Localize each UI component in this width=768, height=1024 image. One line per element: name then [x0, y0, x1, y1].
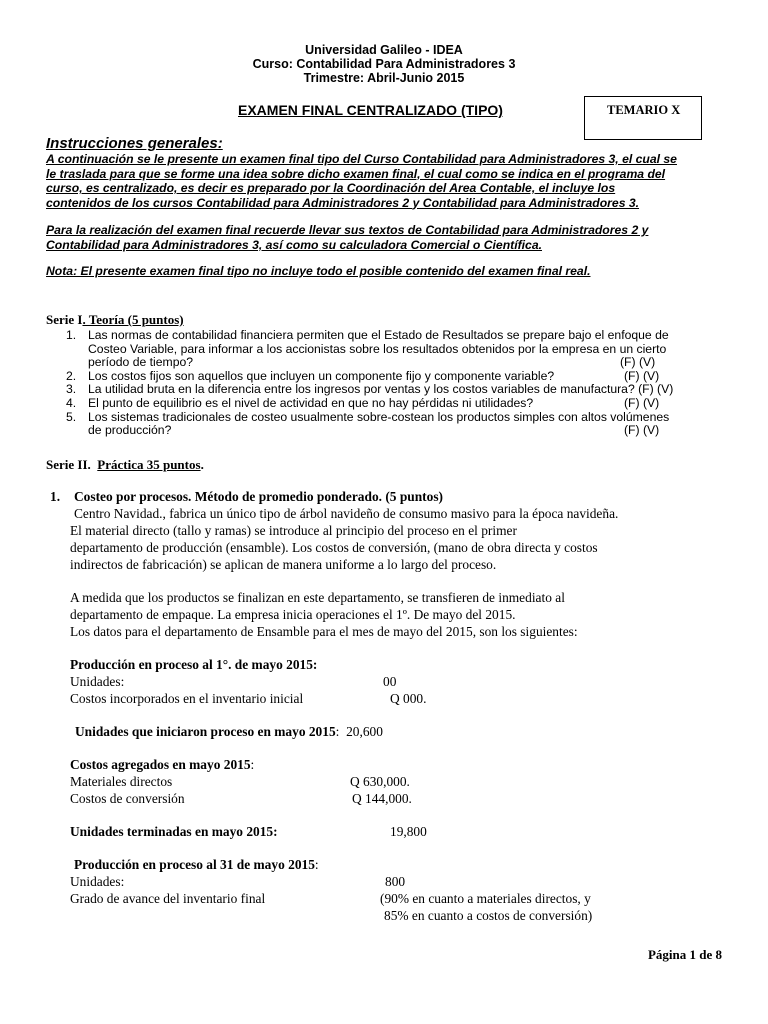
- problem-text-line: A medida que los productos se finalizan en este departamento, se transfieren de inmediato al: [70, 590, 565, 605]
- units-completed-value: 19,800: [390, 824, 427, 839]
- colon: :: [314, 857, 319, 872]
- problem-text-line: indirectos de fabricación) se aplican de manera uniforme a lo largo del proceso.: [70, 557, 497, 572]
- text-line: Contabilidad para Administradores 3, así como su calculadora Comercial o Científica.: [46, 237, 542, 252]
- question-number: 3.: [66, 382, 77, 397]
- ending-units-value: 800: [385, 874, 406, 889]
- beginning-units-label: Unidades:: [70, 674, 125, 689]
- serie-1-label: Serie I: [46, 312, 83, 327]
- instructions-paragraph-1: [46, 152, 736, 210]
- progress-line-2: 85% en cuanto a costos de conversión): [384, 908, 593, 923]
- question-line: [88, 424, 716, 438]
- units-started-row: [75, 724, 383, 740]
- ending-units-label: Unidades:: [70, 874, 125, 889]
- question-line: [88, 411, 716, 425]
- colon: :: [335, 724, 340, 739]
- materials-label: Materiales directos: [70, 774, 173, 789]
- temario-box: [584, 96, 702, 140]
- problem-text-line: departamento de producción (ensamble). Los costos de conversión, (mano de obra directa y costos: [70, 540, 598, 555]
- problem-text-line: Centro Navidad., fabrica un único tipo de árbol navideño de consumo masivo para la época navideña.: [74, 506, 619, 521]
- costs-added-heading: Costos agregados en mayo 2015: [70, 757, 251, 772]
- true-false-options: (F) (V): [624, 395, 660, 410]
- question-number: 5.: [66, 409, 77, 424]
- theory-questions-list: [66, 329, 716, 438]
- problem-1-number: 1.: [50, 489, 61, 504]
- theory-question: [66, 397, 716, 411]
- units-completed-label: Unidades terminadas en mayo 2015:: [70, 824, 278, 839]
- text-line: A continuación se le presente un examen final tipo del Curso Contabilidad para Administradores 3, el cual se: [46, 152, 677, 166]
- question-text: período de tiempo?: [88, 355, 194, 370]
- progress-line-1: (90% en cuanto a materiales directos, y: [380, 891, 591, 906]
- serie-1-heading: [46, 312, 184, 328]
- serie-2-heading: [46, 457, 204, 473]
- exam-title: EXAMEN FINAL CENTRALIZADO (TIPO): [238, 102, 503, 118]
- serie-2-suffix: .: [200, 457, 204, 472]
- theory-question: [66, 411, 716, 438]
- ending-inventory-heading-row: [74, 857, 319, 873]
- conversion-label: Costos de conversión: [70, 791, 185, 806]
- problem-text-line: Los datos para el departamento de Ensamble para el mes de mayo del 2015, son los siguientes:: [70, 624, 578, 639]
- beginning-cost-label: Costos incorporados en el inventario inicial: [70, 691, 304, 706]
- page-number: Página 1 de 8: [647, 947, 722, 962]
- question-text: de producción?: [88, 423, 172, 438]
- question-line: [88, 356, 716, 370]
- materials-value: Q 630,000.: [350, 774, 410, 789]
- beginning-units-value: 00: [383, 674, 397, 689]
- question-text: Las normas de contabilidad financiera permiten que el Estado de Resultados se prepare bajo el enfoque de: [88, 328, 669, 342]
- true-false-options: (F) (V): [624, 368, 660, 383]
- temario-label: TEMARIO X: [607, 103, 681, 117]
- true-false-options: (F) (V): [620, 355, 656, 370]
- text-line: contenidos de los cursos Contabilidad para Administradores 2 y Contabilidad para Administradores 3.: [46, 195, 640, 210]
- question-line: [88, 343, 716, 357]
- term: Trimestre: Abril-Junio 2015: [303, 71, 465, 85]
- question-line: [88, 397, 716, 411]
- problem-text-line: El material directo (tallo y ramas) se introduce al principio del proceso en el primer: [70, 523, 517, 538]
- question-number: 4.: [66, 395, 77, 410]
- colon: :: [250, 757, 255, 772]
- university-name: Universidad Galileo - IDEA: [305, 43, 463, 57]
- serie-2-title: Práctica 35 puntos: [97, 457, 201, 472]
- theory-question: [66, 383, 716, 397]
- beginning-inventory-heading: Producción en proceso al 1°. de mayo 2015:: [70, 657, 318, 672]
- true-false-options: (F) (V): [624, 423, 660, 438]
- text-line: le traslada para que se forme una idea sobre dicho examen final, el cual como se indica en el programa del: [46, 166, 666, 181]
- serie-1-title: . Teoría (5 puntos): [82, 312, 184, 327]
- units-started-label: Unidades que iniciaron proceso en mayo 2015: [75, 724, 336, 739]
- question-text: La utilidad bruta en la diferencia entre los ingresos por ventas y los costos variables de manufactura? (F) (V): [88, 382, 674, 397]
- course-name: Curso: Contabilidad Para Administradores 3: [252, 57, 516, 71]
- instructions-paragraph-2: [46, 223, 736, 252]
- instructions-note: Nota: El presente examen final tipo no incluye todo el posible contenido del examen final real.: [46, 264, 591, 278]
- text-line: curso, es centralizado, es decir es preparado por la Coordinación del Area Contable, el incluye los: [46, 181, 616, 195]
- beginning-cost-value: Q 000.: [390, 691, 427, 706]
- question-number: 2.: [66, 368, 77, 383]
- question-number: 1.: [66, 328, 77, 342]
- problem-1-heading: Costeo por procesos. Método de promedio ponderado. (5 puntos): [74, 489, 444, 504]
- question-text: Los sistemas tradicionales de costeo usualmente sobre-costean los productos simples con altos volúmenes: [88, 409, 670, 424]
- question-line: [88, 329, 716, 343]
- conversion-value: Q 144,000.: [352, 791, 412, 806]
- progress-label: Grado de avance del inventario final: [70, 891, 266, 906]
- question-text: El punto de equilibrio es el nivel de actividad en que no hay pérdidas ni utilidades?: [88, 395, 534, 410]
- instructions-heading: Instrucciones generales:: [46, 135, 223, 152]
- question-text: Costeo Variable, para informar a los accionistas sobre los resultados obtenidos por la empresa en un cierto: [88, 341, 667, 356]
- costs-added-heading-row: [70, 757, 254, 773]
- theory-question: [66, 370, 716, 384]
- text-line: Para la realización del examen final recuerde llevar sus textos de Contabilidad para Administradores 2 y: [46, 223, 649, 237]
- problem-text-line: departamento de empaque. La empresa inicia operaciones el 1º. De mayo del 2015.: [70, 607, 516, 622]
- ending-inventory-heading: Producción en proceso al 31 de mayo 2015: [74, 857, 315, 872]
- theory-question: [66, 329, 716, 370]
- serie-2-label: Serie II.: [46, 457, 91, 472]
- units-started-value: 20,600: [346, 724, 383, 739]
- question-line: [88, 370, 716, 384]
- question-line: [88, 383, 716, 397]
- question-text: Los costos fijos son aquellos que incluyen un componente fijo y componente variable?: [88, 368, 555, 383]
